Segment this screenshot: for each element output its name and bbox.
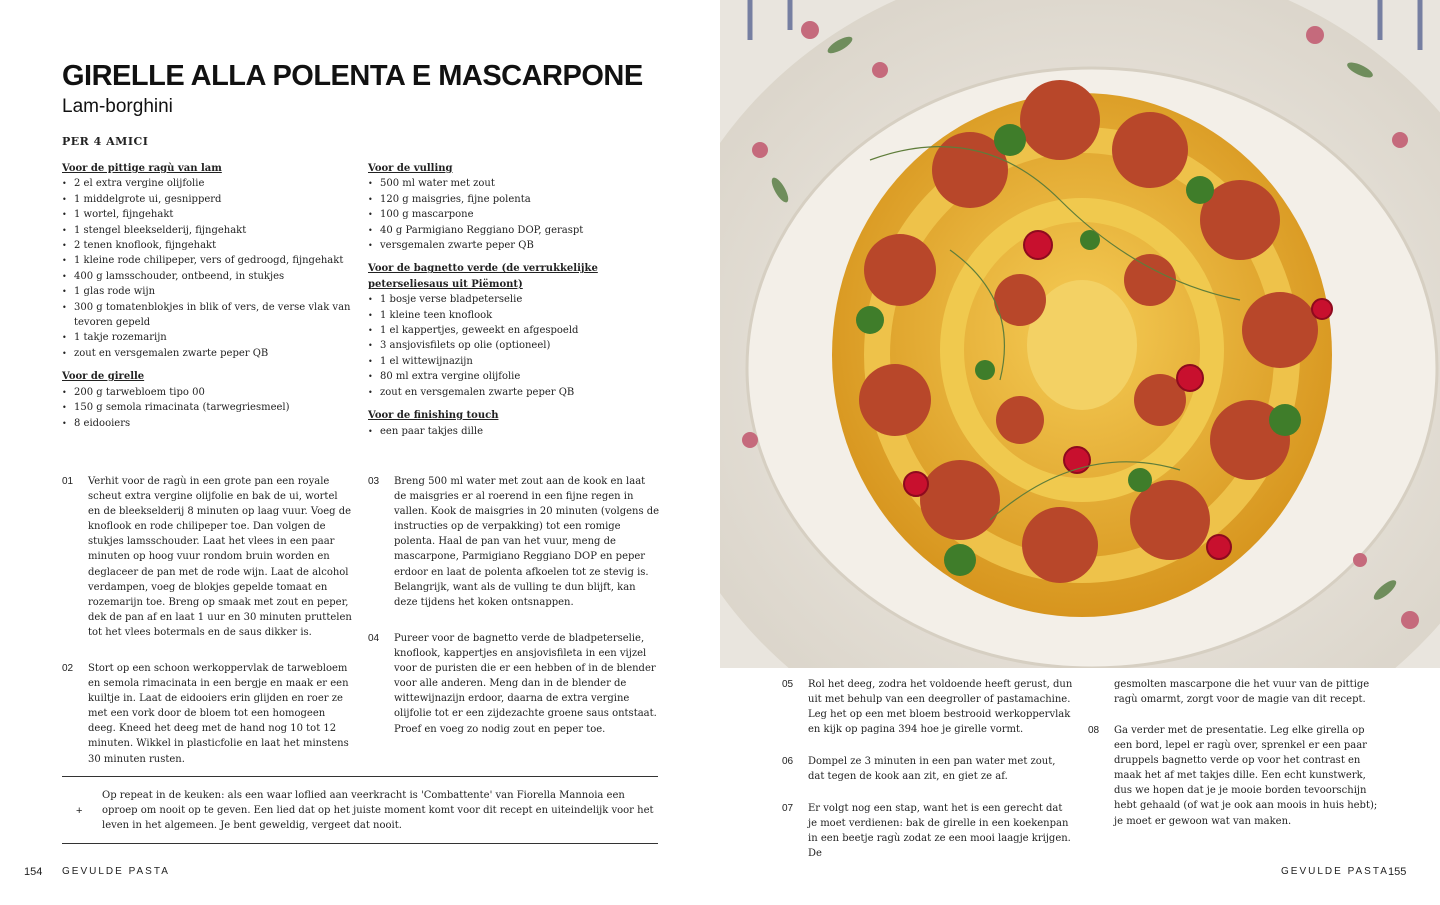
step-text: Er volgt nog een stap, want het is een gerecht dat je moet verdienen: bak de girelle in een koekenpan in een beetje ragù zodat ze een mooi laagje krijgen. De	[808, 803, 1071, 860]
step-number: 08	[1088, 725, 1100, 736]
step-06	[782, 754, 1074, 784]
step-01	[62, 474, 352, 640]
step-number: 07	[782, 803, 794, 814]
serves-label: PER 4 AMICI	[62, 135, 149, 148]
ingredient-item: • 80 ml extra vergine olijfolie	[368, 369, 660, 384]
page-number-left: 154	[24, 866, 43, 878]
step-02	[62, 661, 352, 767]
right-page	[720, 0, 1440, 905]
step-number: 02	[62, 663, 74, 674]
ingredient-item: • een paar takjes dille	[368, 424, 660, 439]
step-03	[368, 474, 660, 610]
footer-section-left: GEVULDE PASTA	[62, 866, 170, 877]
footer-section-right: GEVULDE PASTA	[1281, 866, 1389, 877]
ingredient-list	[368, 176, 660, 253]
ingredient-item: • 3 ansjovisfilets op olie (optioneel)	[368, 338, 660, 353]
ingredient-item: • 1 middelgrote ui, gesnipperd	[62, 192, 352, 207]
ingredient-section-heading: Voor de bagnetto verde (de verrukkelijke peterseliesaus uit Piëmont)	[368, 263, 598, 290]
ingredient-item: • 1 wortel, fijngehakt	[62, 207, 352, 222]
ingredient-item: • 300 g tomatenblokjes in blik of vers, de verse vlak van tevoren gepeld	[62, 300, 352, 331]
step-text: Pureer voor de bagnetto verde de bladpeterselie, knoflook, kappertjes en ansjovisfileta in een vijzel voor de puristen die er een hebben of in de blender voor alle anderen. Meng dan in de blender de wittewijnazijn erdoor, daarna de extra vergine olijfolie tot er een zijdezachte groene saus ontstaat. Proef en voeg zo nodig zout en peper toe.	[394, 633, 657, 735]
ingredient-item: • zout en versgemalen zwarte peper QB	[368, 385, 660, 400]
ingredient-item: • 1 stengel bleekselderij, fijngehakt	[62, 223, 352, 238]
step-number: 04	[368, 633, 380, 644]
ingredient-item: • 1 kleine rode chilipeper, vers of gedroogd, fijngehakt	[62, 253, 352, 268]
ingredient-item: • 150 g semola rimacinata (tarwegriesmeel)	[62, 400, 352, 415]
ingredient-item: • 1 kleine teen knoflook	[368, 308, 660, 323]
ingredients-column-1	[62, 161, 352, 439]
ingredient-list	[368, 292, 660, 400]
page-number-right: 155	[1388, 866, 1407, 878]
ingredient-item: • 8 eidooiers	[62, 416, 352, 431]
music-note-box	[62, 776, 658, 844]
step-text: Rol het deeg, zodra het voldoende heeft gerust, dun uit met behulp van een deegroller of pastamachine. Leg het op een met bloem bestrooid werkoppervlak en kijk op pagina 394 hoe je girelle vormt.	[808, 679, 1073, 736]
ingredient-item: • 120 g maisgries, fijne polenta	[368, 192, 660, 207]
music-note-text: Op repeat in de keuken: als een waar loflied aan veerkracht is 'Combattente' van Fiorella Mannoia een oproep om nooit op te geven. Een lied dat op het juiste moment komt voor dit recept en uiteindelijk voor het leven in het algemeen. Je bent geweldig, vergeet dat nooit.	[102, 790, 654, 831]
ingredient-item: • 500 ml water met zout	[368, 176, 660, 191]
ingredients-column-2	[368, 161, 660, 447]
ingredient-item: • 1 el kappertjes, geweekt en afgespoeld	[368, 323, 660, 338]
ingredient-section-heading: Voor de finishing touch	[368, 410, 499, 422]
step-text: gesmolten mascarpone die het vuur van de pittige ragù omarmt, zorgt voor de magie van dit recept.	[1114, 679, 1370, 706]
step-number: 03	[368, 476, 380, 487]
ingredient-item: • versgemalen zwarte peper QB	[368, 238, 660, 253]
step-05	[782, 677, 1074, 737]
step-text: Ga verder met de presentatie. Leg elke girella op een bord, lepel er ragù over, sprenkel er een paar druppels bagnetto verde op voor het contrast en maak het af met takjes dille. Een echt kunstwerk, dus we hopen dat je je mooie borden tevoorschijn hebt gehaald (of wat je ook aan moois in huis hebt); je moet er gewoon wat van maken.	[1114, 725, 1378, 827]
ingredient-item: • 1 takje rozemarijn	[62, 330, 352, 345]
step-number: 06	[782, 756, 794, 767]
recipe-subtitle: Lam-borghini	[62, 96, 173, 117]
step-text: Verhit voor de ragù in een grote pan een royale scheut extra vergine olijfolie en bak de ui, wortel en de bleekselderij 8 minuten op laag vuur. Voeg de knoflook en rode chilipeper toe. Dan volgen de stukjes lamsschouder. Laat het vlees in een paar minuten op hoog vuur rondom bruin worden en deglaceer de pan met de rode wijn. Laat de alcohol verdampen, voeg de blokjes gepelde tomaat en rozemarijn toe. Breng op smaak met zout en peper, dek de pan af en laat 1 uur en 30 minuten pruttelen tot het vlees botermals en de saus dikker is.	[88, 476, 352, 638]
recipe-title: GIRELLE ALLA POLENTA E MASCARPONE	[62, 60, 643, 92]
ingredient-list	[62, 176, 352, 361]
ingredient-section-heading: Voor de girelle	[62, 371, 145, 383]
ingredient-section-heading: Voor de pittige ragù van lam	[62, 163, 222, 174]
ingredient-item: • 100 g mascarpone	[368, 207, 660, 222]
step-number: 05	[782, 679, 794, 690]
step-text: Breng 500 ml water met zout aan de kook en laat de maisgries er al roerend in een fijne regen in vallen. Kook de maisgries in 20 minuten (volgens de instructies op de verpakking) tot een romige polenta. Haal de pan van het vuur, meng de mascarpone, Parmigiano Reggiano DOP en peper erdoor en laat de polenta afkoelen tot ze stevig is. Belangrijk, want als de vulling te dun blijft, kan deze tijdens het koken ontsnappen.	[394, 476, 660, 608]
step-04	[368, 631, 660, 737]
plus-icon: +	[76, 805, 83, 817]
step-07	[782, 801, 1074, 861]
step-number: 01	[62, 476, 74, 487]
ingredient-item: • 2 el extra vergine olijfolie	[62, 176, 352, 191]
step-07-continued	[1088, 677, 1380, 707]
ingredient-list	[62, 385, 352, 431]
ingredient-item: • 1 el wittewijnazijn	[368, 354, 660, 369]
ingredient-item: • 1 glas rode wijn	[62, 284, 352, 299]
ingredient-list	[368, 424, 660, 439]
dish-photo	[720, 0, 1440, 668]
ingredient-item: • 400 g lamsschouder, ontbeend, in stukjes	[62, 269, 352, 284]
ingredient-item: • zout en versgemalen zwarte peper QB	[62, 346, 352, 361]
step-08	[1088, 723, 1380, 829]
ingredient-item: • 40 g Parmigiano Reggiano DOP, geraspt	[368, 223, 660, 238]
step-text: Stort op een schoon werkoppervlak de tarwebloem en semola rimacinata in een bergje en maak er een kuiltje in. Laat de eidooiers erin glijden en roer ze met een vork door de bloem tot een homogeen deeg. Kneed het deeg met de hand nog 10 tot 12 minuten. Wikkel in plasticfolie en laat het minstens 30 minuten rusten.	[88, 663, 349, 765]
step-text: Dompel ze 3 minuten in een pan water met zout, dat tegen de kook aan zit, en giet ze af.	[808, 756, 1056, 783]
ingredient-item: • 1 bosje verse bladpeterselie	[368, 292, 660, 307]
ingredient-item: • 2 tenen knoflook, fijngehakt	[62, 238, 352, 253]
ingredient-item: • 200 g tarwebloem tipo 00	[62, 385, 352, 400]
dish-photo-illustration	[720, 0, 1440, 668]
ingredient-section-heading: Voor de vulling	[368, 163, 453, 174]
